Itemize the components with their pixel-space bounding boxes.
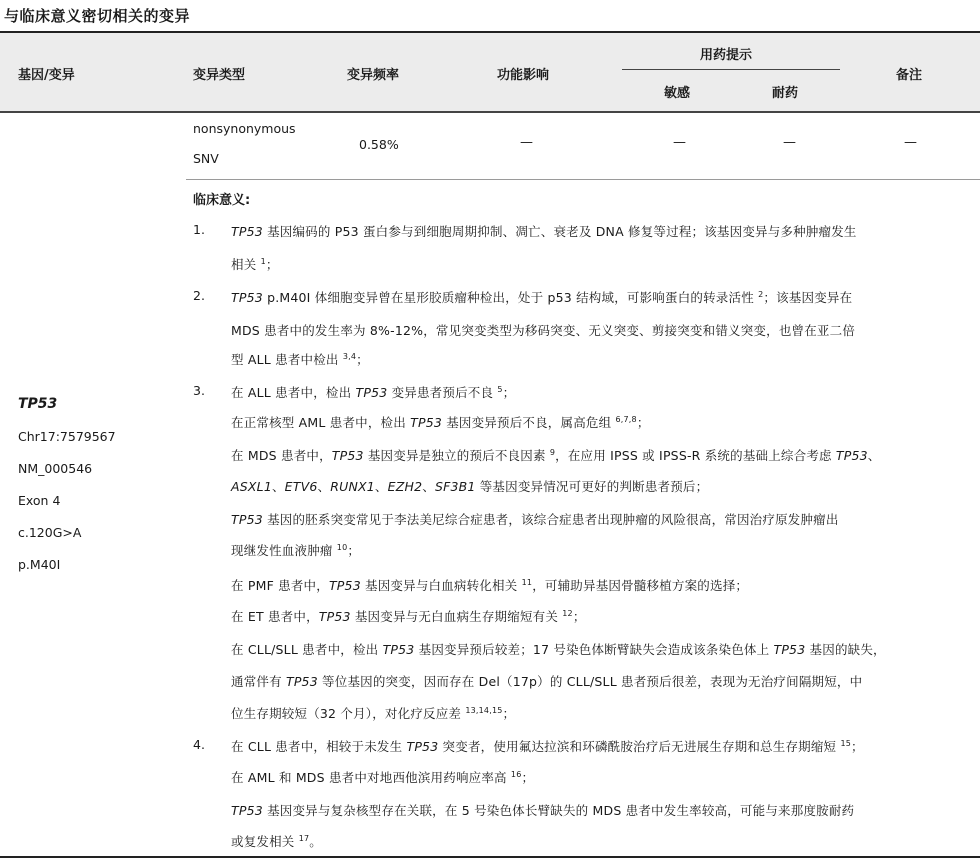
citation-superscript: 16: [510, 769, 522, 779]
clinical-text-line: 或复发相关 $^{17}$。: [231, 833, 322, 849]
gene-nm: NM_000546: [18, 461, 93, 476]
clinical-text-line: 位生存期较短（32 个月），对化疗反应差 $^{13,14,15}$；: [231, 705, 516, 721]
gene-symbol: TP53: [410, 415, 443, 430]
gene-symbol: TP53: [355, 385, 388, 400]
clinical-text-line: 现继发性血液肿瘤 $^{10}$；: [231, 542, 361, 558]
clinical-text-line: 在 MDS 患者中，TP53 基因变异是独立的预后不良因素 $^9$，在应用 IPSS 或 IPSS-R 系统的基础上综合考虑 TP53、: [231, 447, 881, 463]
row-divider: [186, 179, 980, 180]
header-freq: 变异频率: [347, 68, 400, 83]
variant-type-line2: SNV: [193, 151, 219, 166]
header-gene: 基因/变异: [18, 68, 75, 83]
clinical-text-line: 在 ET 患者中，TP53 基因变异与无白血病生存期缩短有关 $^{12}$；: [231, 608, 586, 624]
clinical-text-line: 在 AML 和 MDS 患者中对地西他滨用药响应率高 $^{16}$；: [231, 769, 535, 785]
clinical-text-line: 相关 $^1$；: [231, 256, 279, 272]
gene-symbol: ASXL1: [231, 479, 272, 494]
gene-symbol: TP53: [331, 448, 364, 463]
item-number-2: 2.: [193, 288, 205, 303]
clinical-text-line: 在 CLL 患者中，相较于未发生 TP53 突变者，使用氟达拉滨和环磷酰胺治疗后无进展生存期和总生存期缩短 $^{15}$；: [231, 738, 864, 754]
drug-sensitive: —: [673, 135, 686, 150]
citation-superscript: 11: [521, 577, 533, 587]
citation-superscript: 15: [840, 738, 852, 748]
drug-group-rule: [622, 69, 840, 70]
header-resistant: 耐药: [772, 86, 799, 101]
gene-exon: Exon 4: [18, 493, 61, 508]
clinical-text-line: 在 PMF 患者中，TP53 基因变异与白血病转化相关 $^{11}$，可辅助异基因骨髓移植方案的选择；: [231, 577, 749, 593]
function-impact: —: [520, 135, 533, 150]
citation-superscript: 5: [497, 384, 503, 394]
table-top-rule: [0, 31, 980, 33]
gene-protein: p.M40I: [18, 557, 61, 572]
variant-frequency: 0.58%: [359, 137, 399, 152]
citation-superscript: 12: [562, 608, 573, 618]
clinical-text-line: 型 ALL 患者中检出 $^{3,4}$；: [231, 351, 369, 367]
clinical-significance-title: 临床意义:: [193, 193, 251, 208]
variant-type-line1: nonsynonymous: [193, 121, 296, 136]
gene-symbol: SF3B1: [434, 479, 476, 494]
citation-superscript: 13,14,15: [465, 705, 503, 715]
section-title: 与临床意义密切相关的变异: [4, 7, 191, 25]
clinical-text-line: 在 CLL/SLL 患者中，检出 TP53 基因变异预后较差；17 号染色体断臂缺失会造成该条染色体上 TP53 基因的缺失，: [231, 642, 886, 657]
gene-symbol: TP53: [285, 674, 318, 689]
citation-superscript: 9: [549, 447, 556, 457]
gene-symbol: RUNX1: [330, 479, 375, 494]
gene-symbol: TP53: [231, 224, 263, 239]
header-type: 变异类型: [193, 68, 246, 83]
header-drug: 用药提示: [700, 48, 753, 63]
header-sensitive: 敏感: [664, 86, 691, 101]
header-note: 备注: [896, 68, 923, 83]
clinical-text-line: TP53 基因变异与复杂核型存在关联，在 5 号染色体长臂缺失的 MDS 患者中发生率较高，可能与来那度胺耐药: [231, 803, 855, 818]
gene-symbol: TP53: [328, 578, 361, 593]
gene-symbol: TP53: [773, 642, 806, 657]
clinical-text-line: TP53 基因编码的 P53 蛋白参与到细胞周期抑制、凋亡、衰老及 DNA 修复等过程；该基因变异与多种肿瘤发生: [231, 224, 857, 239]
item-number-3: 3.: [193, 383, 205, 398]
gene-symbol: TP53: [382, 642, 415, 657]
clinical-text-line: TP53 基因的胚系突变常见于李法美尼综合症患者，该综合症患者出现肿瘤的风险很高，常因治疗原发肿瘤出: [231, 512, 839, 527]
header-function: 功能影响: [497, 68, 550, 83]
gene-name: TP53: [18, 396, 58, 412]
gene-symbol: EZH2: [387, 479, 423, 494]
clinical-text-line: MDS 患者中的发生率为 8%-12%，常见突变类型为移码突变、无义突变、剪接突变和错义突变，也曾在亚二倍: [231, 323, 856, 338]
citation-superscript: 17: [298, 833, 310, 843]
table-header-band: [0, 33, 980, 111]
citation-superscript: 1: [260, 256, 266, 266]
note-value: —: [904, 135, 917, 150]
gene-symbol: TP53: [318, 609, 351, 624]
gene-symbol: TP53: [231, 290, 263, 305]
gene-symbol: ETV6: [284, 479, 318, 494]
gene-symbol: TP53: [406, 739, 439, 754]
table-bottom-rule: [0, 856, 980, 858]
gene-symbol: TP53: [231, 803, 263, 818]
citation-superscript: 2: [758, 289, 764, 299]
gene-symbol: TP53: [231, 512, 263, 527]
citation-superscript: 3,4: [342, 351, 357, 361]
clinical-text-line: 在正常核型 AML 患者中，检出 TP53 基因变异预后不良，属高危组 $^{6,7,8}$；: [231, 414, 650, 430]
table-header-rule: [0, 111, 980, 113]
gene-chr: Chr17:7579567: [18, 429, 116, 444]
clinical-text-line: TP53 p.M40I 体细胞变异曾在星形胶质瘤种检出，处于 p53 结构域，可影响蛋白的转录活性 $^2$；该基因变异在: [231, 289, 853, 305]
clinical-text-line: 通常伴有 TP53 等位基因的突变，因而存在 Del（17p）的 CLL/SLL 患者预后很差，表现为无治疗间隔期短，中: [231, 674, 863, 689]
clinical-text-line: ASXL1、ETV6、RUNX1、EZH2、SF3B1 等基因变异情况可更好的判断患者预后；: [231, 479, 709, 494]
gene-symbol: TP53: [835, 448, 868, 463]
clinical-text-line: 在 ALL 患者中，检出 TP53 变异患者预后不良 $^5$；: [231, 384, 516, 400]
citation-superscript: 6,7,8: [615, 414, 637, 424]
drug-resistant: —: [783, 135, 796, 150]
item-number-1: 1.: [193, 222, 205, 237]
gene-cdna: c.120G>A: [18, 525, 82, 540]
item-number-4: 4.: [193, 737, 205, 752]
citation-superscript: 10: [336, 542, 348, 552]
